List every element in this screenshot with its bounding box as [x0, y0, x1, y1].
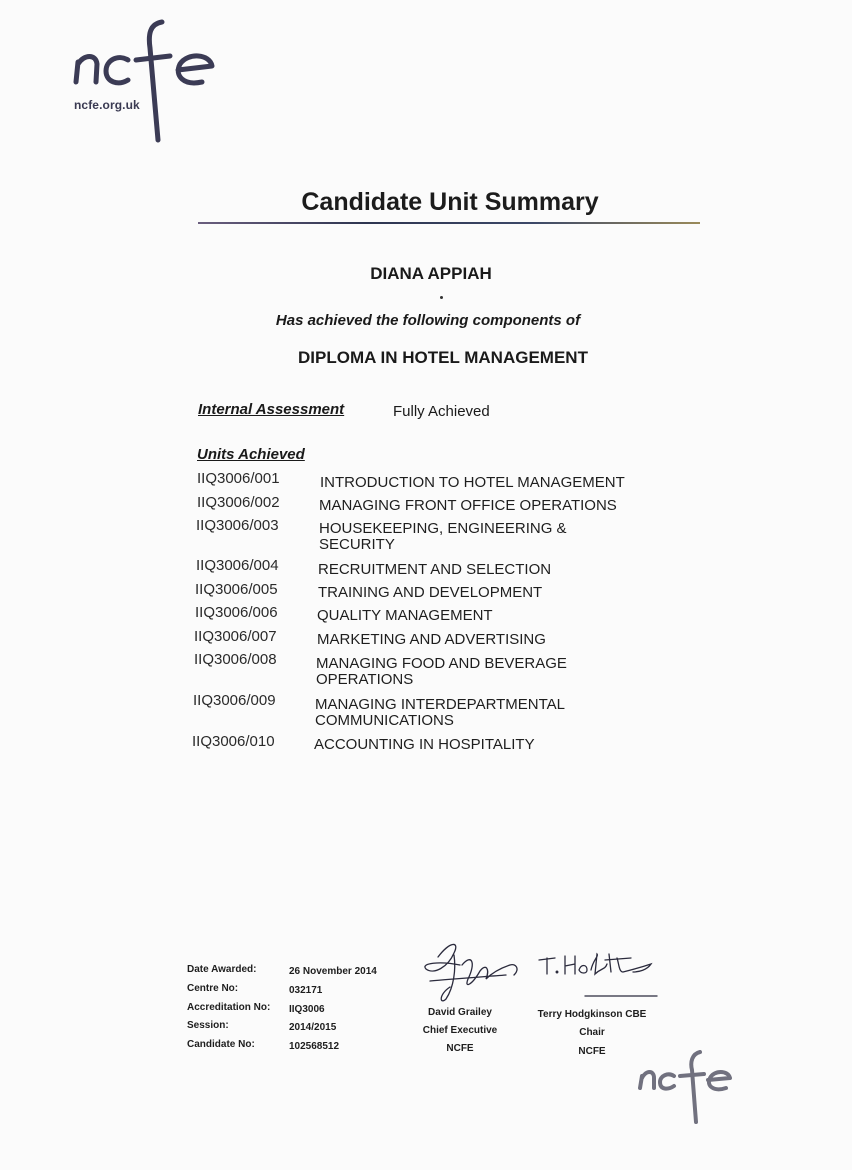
document-title: Candidate Unit Summary — [301, 188, 599, 216]
unit-title: MARKETING AND ADVERTISING — [317, 631, 546, 648]
candidate-name: DIANA APPIAH — [370, 264, 492, 283]
accreditation-no-value: IIQ3006 — [289, 1004, 325, 1015]
separator-dot — [440, 296, 443, 299]
signatory-2-role: Chair — [579, 1027, 605, 1038]
unit-title: MANAGING FRONT OFFICE OPERATIONS — [319, 497, 617, 514]
unit-code: IIQ3006/004 — [196, 557, 279, 574]
unit-code: IIQ3006/010 — [192, 733, 275, 750]
unit-title: INTRODUCTION TO HOTEL MANAGEMENT — [320, 474, 625, 491]
unit-code: IIQ3006/002 — [197, 494, 280, 511]
ncfe-seal-icon — [632, 1048, 742, 1128]
candidate-no-label: Candidate No: — [187, 1039, 255, 1050]
unit-code: IIQ3006/006 — [195, 604, 278, 621]
centre-no-value: 032171 — [289, 985, 323, 996]
title-divider — [198, 222, 700, 224]
signatory-1-role: Chief Executive — [422, 1025, 498, 1036]
unit-code: IIQ3006/009 — [193, 692, 276, 709]
candidate-no-value: 102568512 — [289, 1041, 340, 1052]
centre-no-label: Centre No: — [187, 983, 239, 994]
unit-code: IIQ3006/008 — [194, 651, 277, 668]
unit-title: HOUSEKEEPING, ENGINEERING & SECURITY — [319, 520, 567, 553]
unit-code: IIQ3006/007 — [194, 628, 277, 645]
unit-code: IIQ3006/005 — [195, 581, 278, 598]
unit-title: MANAGING FOOD AND BEVERAGE OPERATIONS — [316, 655, 567, 688]
unit-title: MANAGING INTERDEPARTMENTAL COMMUNICATIONS — [315, 696, 565, 729]
session-value: 2014/2015 — [289, 1022, 337, 1033]
ncfe-logo — [70, 18, 240, 148]
session-label: Session: — [187, 1020, 229, 1031]
achievement-statement: Has achieved the following components of — [275, 312, 581, 329]
unit-title: RECRUITMENT AND SELECTION — [318, 561, 552, 578]
internal-assessment-label: Internal Assessment — [198, 401, 345, 418]
date-awarded-value: 26 November 2014 — [289, 966, 377, 977]
signatory-2-org: NCFE — [578, 1046, 606, 1057]
unit-code: IIQ3006/001 — [197, 470, 280, 487]
logo-url: ncfe.org.uk — [74, 98, 140, 112]
unit-title: ACCOUNTING IN HOSPITALITY — [314, 736, 535, 753]
signatory-2-name: Terry Hodgkinson CBE — [537, 1009, 647, 1020]
signatory-1-org: NCFE — [446, 1043, 474, 1054]
date-awarded-label: Date Awarded: — [187, 964, 257, 975]
unit-code: IIQ3006/003 — [196, 517, 279, 534]
qualification-title: DIPLOMA IN HOTEL MANAGEMENT — [298, 348, 588, 367]
signature-david-grailey — [410, 935, 530, 1005]
units-heading: Units Achieved — [197, 446, 305, 463]
internal-assessment-value: Fully Achieved — [393, 403, 490, 420]
unit-title: QUALITY MANAGEMENT — [317, 607, 493, 624]
signature-terry-hodgkinson — [535, 950, 660, 1000]
accreditation-no-label: Accreditation No: — [187, 1002, 271, 1013]
signatory-1-name: David Grailey — [428, 1007, 492, 1018]
unit-title: TRAINING AND DEVELOPMENT — [318, 584, 543, 601]
